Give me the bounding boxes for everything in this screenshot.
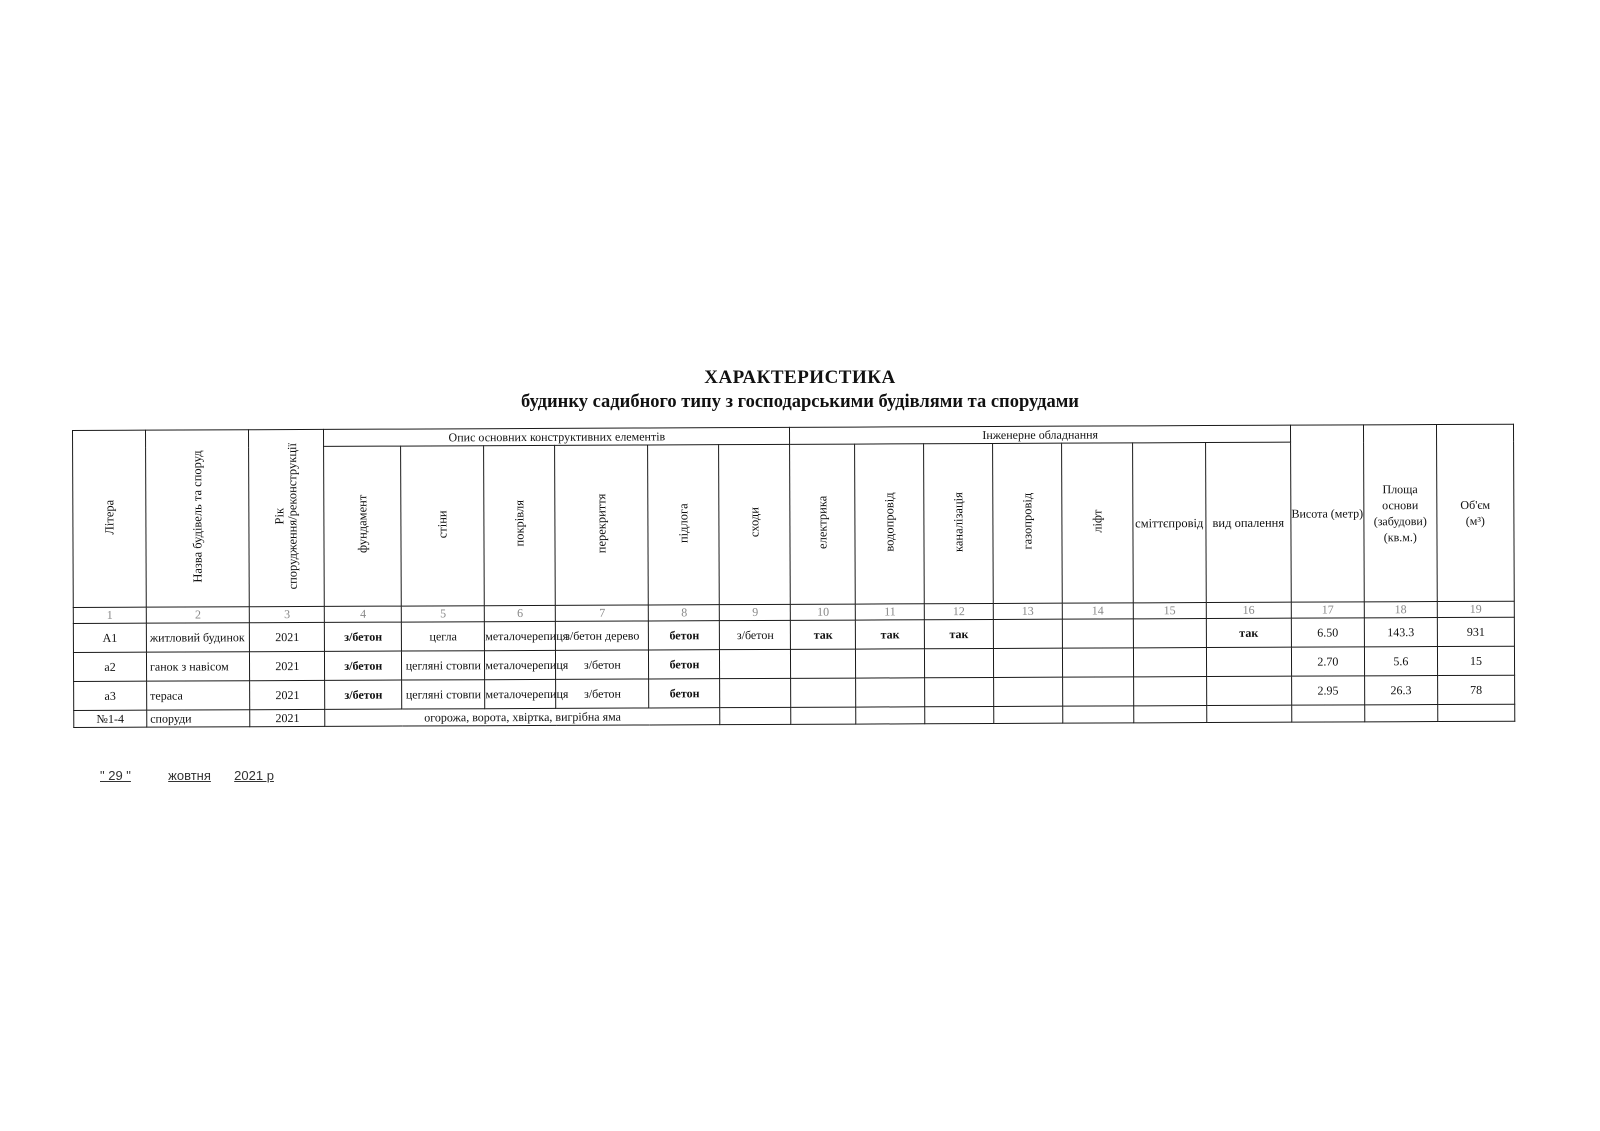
col-num: 13 <box>993 603 1062 619</box>
col-num: 7 <box>556 605 649 621</box>
cell-name: ганок з навісом <box>146 652 249 681</box>
cell-volume: 931 <box>1437 617 1514 646</box>
cell-empty <box>1207 705 1292 722</box>
cell-foundation: з/бетон <box>325 651 402 680</box>
cell-empty <box>994 706 1063 723</box>
header-walls: стіни <box>401 446 485 606</box>
date-year: 2021 р <box>234 768 274 783</box>
header-heating: вид опалення <box>1205 442 1291 602</box>
cell-empty <box>720 707 791 724</box>
header-height: Висота (метр) <box>1290 425 1364 602</box>
cell-stairs <box>720 678 791 707</box>
document-title: ХАРАКТЕРИСТИКА <box>704 367 896 388</box>
characteristics-table <box>72 424 1515 728</box>
cell-empty <box>925 706 994 723</box>
cell-lift <box>1062 648 1133 677</box>
col-num: 3 <box>250 606 325 622</box>
col-num: 14 <box>1062 603 1133 619</box>
header-water: водопровід <box>855 444 925 604</box>
cell-foundation: з/бетон <box>325 622 402 651</box>
cell-ceiling: з/бетон дерево <box>556 621 649 650</box>
cell-roof: металочерепиця <box>485 621 556 650</box>
header-stairs: сходи <box>719 444 791 604</box>
cell-year: 2021 <box>250 709 325 726</box>
cell-year: 2021 <box>250 651 325 680</box>
cell-name: тераса <box>147 681 250 710</box>
date-month: жовтня <box>168 768 211 783</box>
group-engineering: Інженерне обладнання <box>790 425 1291 444</box>
header-lift: ліфт <box>1061 443 1133 603</box>
header-ceiling: перекриття <box>555 445 649 605</box>
col-num: 1 <box>73 607 146 623</box>
document-date <box>100 768 274 783</box>
cell-sewer: так <box>924 619 993 648</box>
cell-area: 143.3 <box>1364 618 1437 647</box>
cell-litera: А1 <box>73 623 146 652</box>
col-num: 17 <box>1291 602 1364 618</box>
cell-volume: 15 <box>1437 646 1514 675</box>
cell-electric: так <box>791 620 856 649</box>
cell-trash <box>1133 619 1206 648</box>
cell-name: споруди <box>147 710 250 727</box>
cell-floor: бетон <box>649 621 720 650</box>
cell-litera: а2 <box>73 652 146 681</box>
cell-heating <box>1206 647 1291 676</box>
cell-stairs <box>720 649 791 678</box>
cell-litera: а3 <box>74 681 147 710</box>
cell-empty <box>1063 706 1134 723</box>
col-num: 16 <box>1206 602 1291 618</box>
cell-lift <box>1063 677 1134 706</box>
col-num: 11 <box>856 604 925 620</box>
cell-roof: металочерепиця <box>485 650 556 679</box>
col-num: 15 <box>1133 603 1206 619</box>
cell-name: житловий будинок <box>146 623 249 652</box>
document-header <box>0 366 1600 414</box>
cell-lift <box>1062 619 1133 648</box>
header-electric: електрика <box>790 444 856 604</box>
cell-walls: цегляні стовпи <box>402 680 485 709</box>
header-foundation: фундамент <box>324 446 402 606</box>
header-year: Рік спорудження/реконструкції <box>249 429 325 606</box>
col-num: 18 <box>1364 602 1437 618</box>
header-area: Площа основи (забудови) (кв.м.) <box>1363 425 1437 602</box>
cell-volume: 78 <box>1437 675 1514 704</box>
cell-area: 5.6 <box>1364 647 1437 676</box>
header-floor: підлога <box>648 445 720 605</box>
cell-height: 2.70 <box>1291 647 1364 676</box>
cell-structures-desc: огорожа, ворота, хвіртка, вигрібна яма <box>325 708 720 727</box>
cell-heating <box>1206 676 1291 705</box>
cell-year: 2021 <box>250 680 325 709</box>
cell-ceiling: з/бетон <box>556 650 649 679</box>
header-gas: газопровід <box>993 443 1063 603</box>
cell-walls: цегляні стовпи <box>402 651 485 680</box>
cell-area: 26.3 <box>1364 676 1437 705</box>
cell-water: так <box>856 620 925 649</box>
header-litera: Літера <box>73 430 147 607</box>
cell-empty <box>1365 705 1438 722</box>
col-num: 12 <box>924 603 993 619</box>
col-num: 10 <box>791 604 856 620</box>
cell-sewer <box>925 648 994 677</box>
cell-empty <box>1438 704 1515 721</box>
cell-water <box>856 649 925 678</box>
cell-water <box>856 678 925 707</box>
cell-foundation: з/бетон <box>325 680 402 709</box>
cell-height: 2.95 <box>1292 676 1365 705</box>
cell-floor: бетон <box>649 650 720 679</box>
col-num: 5 <box>402 606 485 622</box>
cell-floor: бетон <box>649 679 720 708</box>
cell-sewer <box>925 677 994 706</box>
cell-gas <box>994 677 1063 706</box>
document-subtitle: будинку садибного типу з господарськими будівлями та спорудами <box>521 392 1079 412</box>
col-num: 4 <box>325 606 402 622</box>
cell-year: 2021 <box>250 622 325 651</box>
header-volume: Об'єм (м³) <box>1436 424 1514 601</box>
cell-walls: цегла <box>402 622 485 651</box>
header-name: Назва будівель та споруд <box>145 430 249 607</box>
cell-gas <box>993 619 1062 648</box>
cell-empty <box>791 707 856 724</box>
group-construction: Опис основних конструктивних елементів <box>324 427 790 446</box>
cell-height: 6.50 <box>1291 618 1364 647</box>
cell-gas <box>993 648 1062 677</box>
cell-electric <box>791 649 856 678</box>
cell-trash <box>1133 677 1206 706</box>
cell-ceiling: з/бетон <box>556 679 649 708</box>
col-num: 19 <box>1437 601 1514 617</box>
cell-stairs: з/бетон <box>720 620 791 649</box>
col-num: 2 <box>146 607 249 623</box>
cell-roof: металочерепиця <box>485 679 556 708</box>
date-day: " 29 " <box>100 768 131 783</box>
col-num: 9 <box>720 604 791 620</box>
col-num: 6 <box>485 605 556 621</box>
cell-empty <box>1134 706 1207 723</box>
col-num: 8 <box>649 605 720 621</box>
header-sewer: каналізація <box>924 443 994 603</box>
cell-electric <box>791 678 856 707</box>
cell-empty <box>1292 705 1365 722</box>
header-roof: покрівля <box>484 445 556 605</box>
cell-litera: №1-4 <box>74 710 147 727</box>
cell-trash <box>1133 648 1206 677</box>
cell-empty <box>856 707 925 724</box>
cell-heating: так <box>1206 618 1291 647</box>
header-trash: сміттєпровід <box>1132 443 1206 603</box>
